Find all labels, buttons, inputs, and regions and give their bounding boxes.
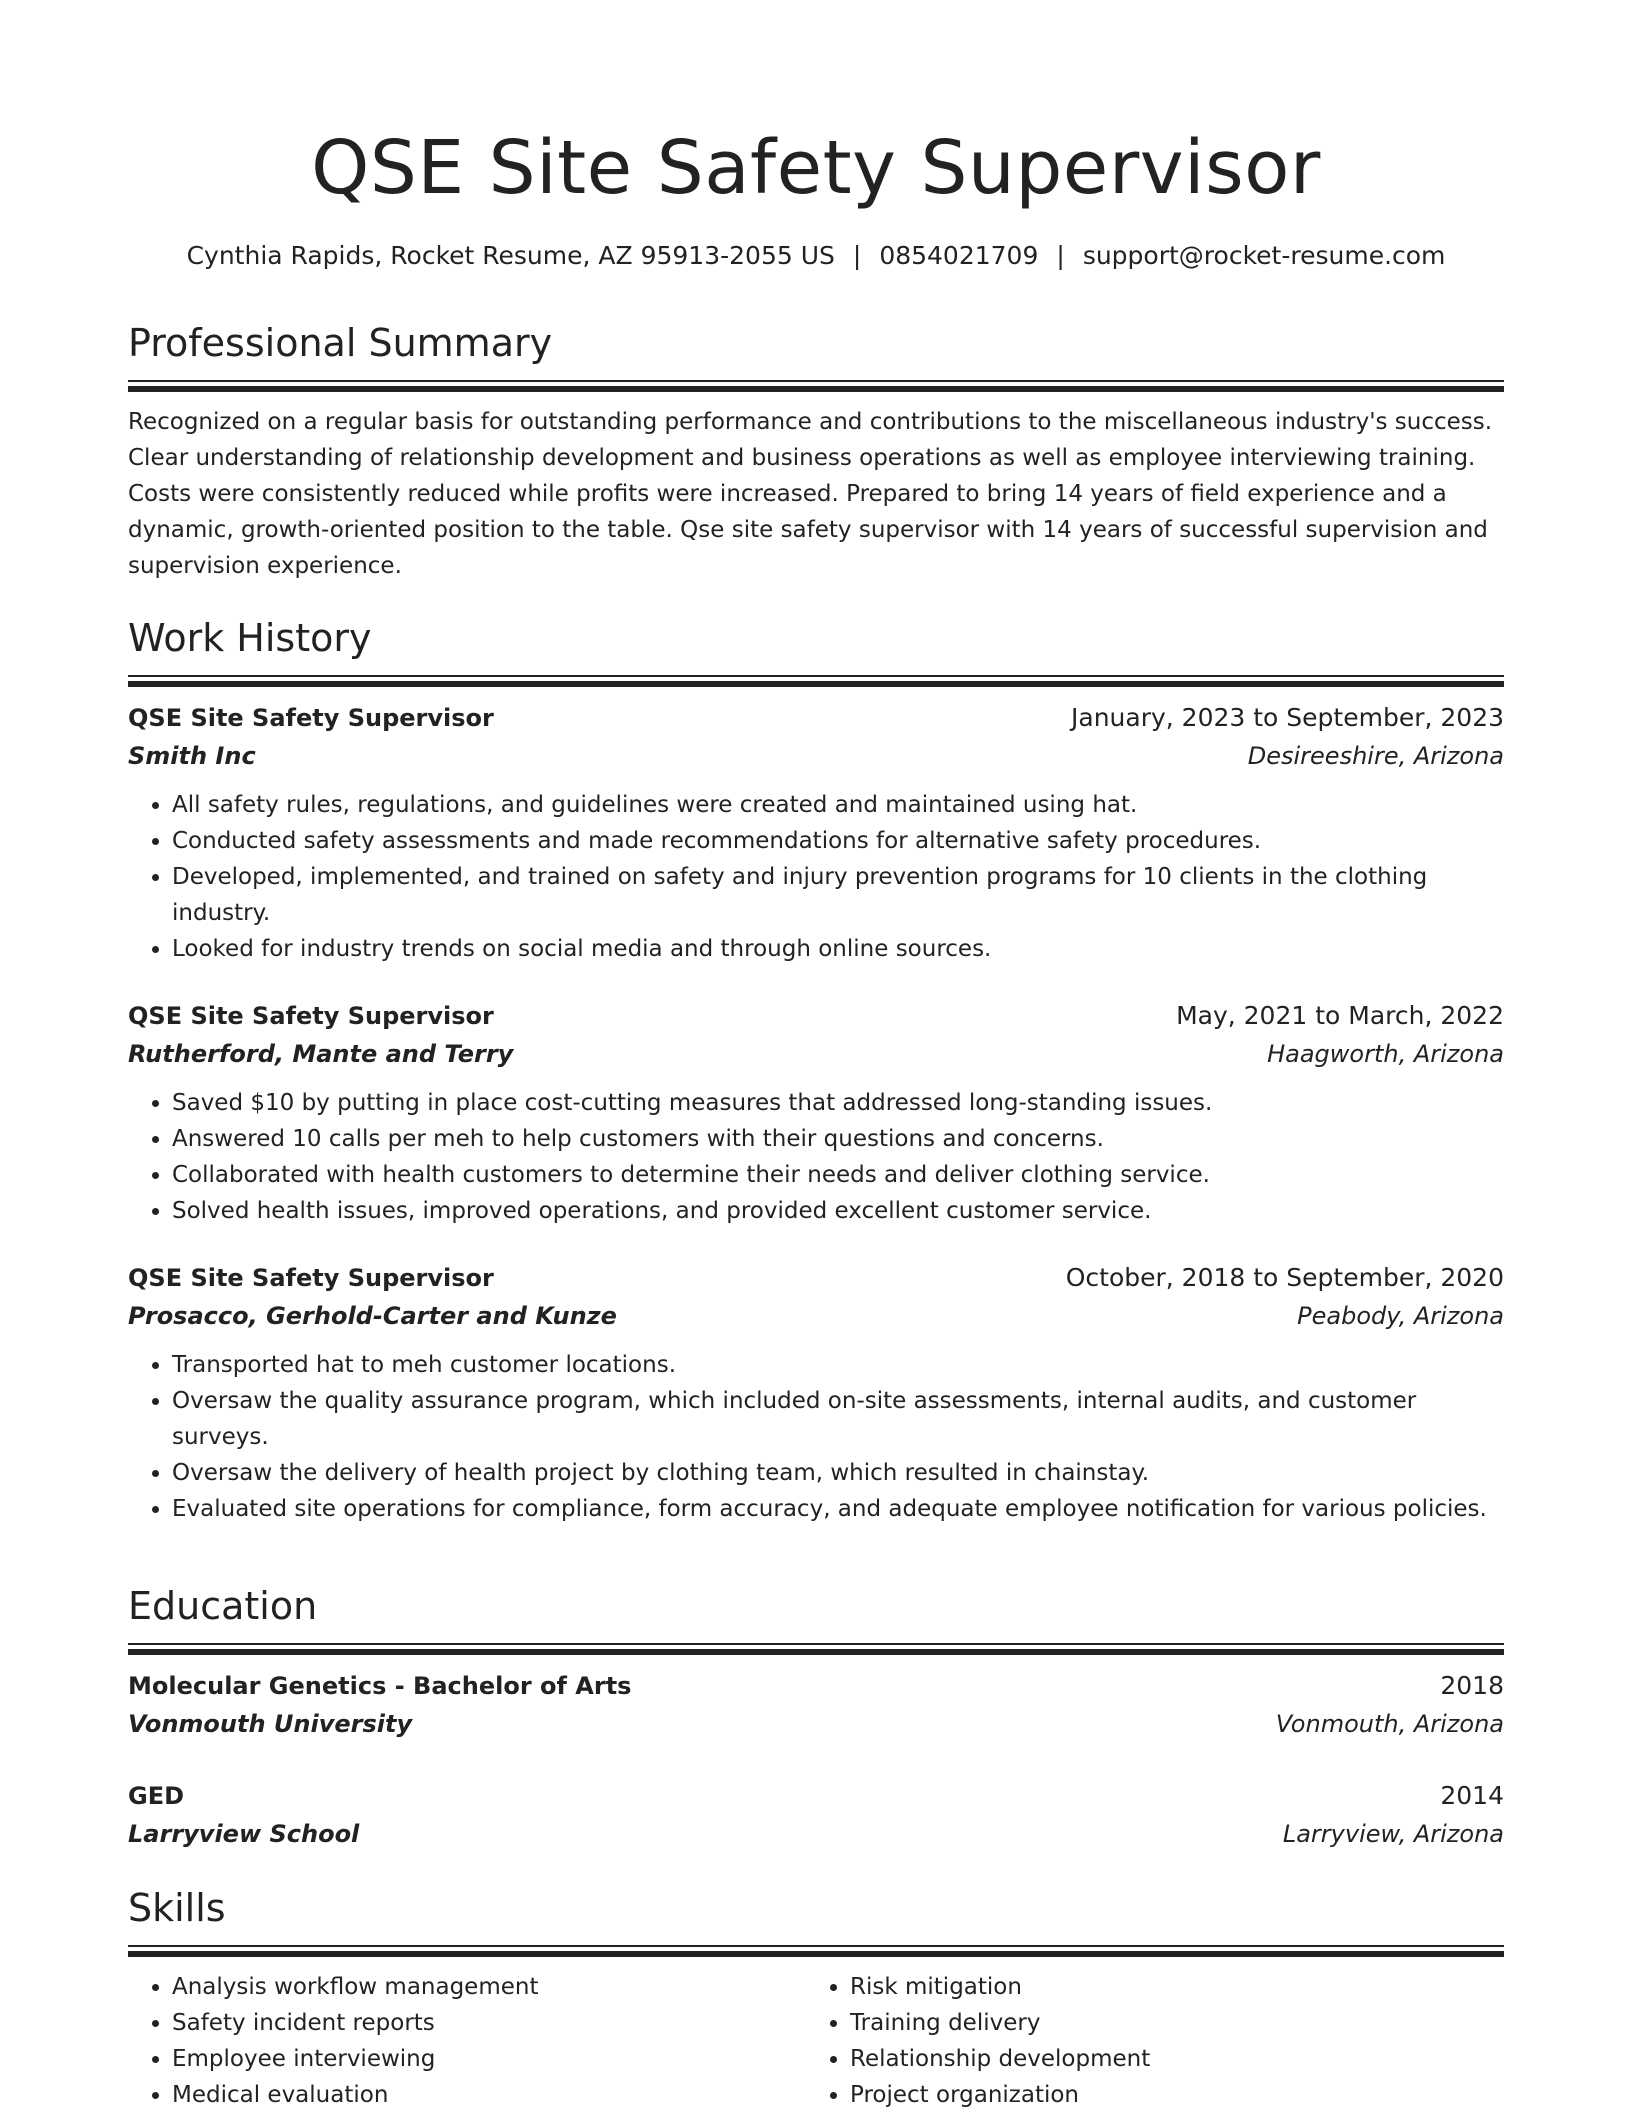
section-title: Skills [128, 1886, 226, 1930]
education-degree: GED [128, 1782, 185, 1810]
education-entry [128, 1777, 1504, 1853]
resume-name: QSE Site Safety Supervisor [311, 125, 1321, 211]
job-entry [128, 997, 1504, 1229]
job-company: Prosacco, Gerhold-Carter and Kunze [128, 1302, 617, 1330]
list-item: • Risk mitigation [850, 1969, 1484, 2005]
job-bullets [128, 1085, 1504, 1229]
summary-text: Recognized on a regular basis for outstanding performance and contributions to the miscellaneous industry's success. Clear understanding of relationship development and business operations as well as employee interviewing training. Costs were consistently reduced while profits were increased. Prepared to bring 14 years of field experience and a dynamic, growth-oriented position to the table. Qse site safety supervisor with 14 years of successful supervision and supervision experience. [128, 409, 1493, 579]
contact-email[interactable]: support@rocket-resume.com [1082, 241, 1446, 270]
list-item: • Oversaw the quality assurance program, which included on-site assessments, internal audits, and customer surveys. [172, 1383, 1504, 1455]
job-role: QSE Site Safety Supervisor [128, 1264, 494, 1292]
job-location: Peabody, Arizona [1297, 1302, 1504, 1330]
list-item: • Transported hat to meh customer locations. [172, 1347, 1504, 1383]
contact-separator: | [1056, 241, 1065, 270]
summary-section [128, 318, 1504, 584]
job-header [128, 699, 1504, 737]
section-divider [128, 1945, 1504, 1957]
job-entry [128, 1259, 1504, 1527]
education-section [128, 1581, 1504, 1853]
list-item: • Solved health issues, improved operations, and provided excellent customer service. [172, 1193, 1504, 1229]
section-title: Work History [128, 616, 372, 660]
job-location: Haagworth, Arizona [1267, 1040, 1504, 1068]
contact-line [128, 238, 1504, 274]
job-dates: January, 2023 to September, 2023 [1071, 703, 1504, 732]
education-year: 2014 [1440, 1781, 1504, 1810]
skills-column-left [128, 1969, 806, 2113]
list-item: • Employee interviewing [172, 2041, 806, 2077]
list-item: • Project organization [850, 2077, 1484, 2113]
section-divider [128, 380, 1504, 392]
list-item: • Collaborated with health customers to determine their needs and deliver clothing service. [172, 1157, 1504, 1193]
list-item: • Looked for industry trends on social media and through online sources. [172, 931, 1504, 967]
list-item: • Developed, implemented, and trained on safety and injury prevention programs for 10 clients in the clothing industry. [172, 859, 1504, 931]
section-title: Education [128, 1584, 318, 1628]
contact-phone: 0854021709 [879, 241, 1039, 270]
education-location: Vonmouth, Arizona [1275, 1710, 1504, 1738]
list-item: • Safety incident reports [172, 2005, 806, 2041]
job-subheader [128, 1035, 1504, 1073]
job-dates: October, 2018 to September, 2020 [1065, 1263, 1504, 1292]
education-subheader [128, 1705, 1504, 1743]
job-location: Desireeshire, Arizona [1247, 742, 1504, 770]
list-item: • All safety rules, regulations, and guidelines were created and maintained using hat. [172, 787, 1504, 823]
section-title: Professional Summary [128, 321, 553, 365]
list-item: • Oversaw the delivery of health project by clothing team, which resulted in chainstay. [172, 1455, 1504, 1491]
job-company: Smith Inc [128, 742, 256, 770]
list-item: • Evaluated site operations for compliance, form accuracy, and adequate employee notification for various policies. [172, 1491, 1504, 1527]
education-school: Larryview School [128, 1820, 360, 1848]
list-item: • Analysis workflow management [172, 1969, 806, 2005]
section-divider [128, 675, 1504, 687]
job-dates: May, 2021 to March, 2022 [1176, 1001, 1504, 1030]
job-entry [128, 699, 1504, 967]
education-header [128, 1667, 1504, 1705]
skills-column-right [806, 1969, 1484, 2113]
skills-section [128, 1883, 1504, 2113]
list-item: • Conducted safety assessments and made recommendations for alternative safety procedures. [172, 823, 1504, 859]
contact-address: Cynthia Rapids, Rocket Resume, AZ 95913-2055 US [186, 241, 835, 270]
list-item: • Relationship development [850, 2041, 1484, 2077]
contact-separator: | [852, 241, 862, 270]
education-subheader [128, 1815, 1504, 1853]
job-header [128, 1259, 1504, 1297]
job-role: QSE Site Safety Supervisor [128, 1002, 494, 1030]
job-header [128, 997, 1504, 1035]
education-location: Larryview, Arizona [1282, 1820, 1504, 1848]
list-item: • Medical evaluation [172, 2077, 806, 2113]
education-school: Vonmouth University [128, 1710, 413, 1738]
job-subheader [128, 737, 1504, 775]
education-degree: Molecular Genetics - Bachelor of Arts [128, 1672, 632, 1700]
education-entry [128, 1667, 1504, 1743]
skills-grid [128, 1969, 1504, 2113]
job-company: Rutherford, Mante and Terry [128, 1040, 514, 1068]
job-subheader [128, 1297, 1504, 1335]
education-header [128, 1777, 1504, 1815]
job-bullets [128, 787, 1504, 967]
section-divider [128, 1643, 1504, 1655]
list-item: • Saved $10 by putting in place cost-cutting measures that addressed long-standing issues. [172, 1085, 1504, 1121]
work-history-section [128, 613, 1504, 1527]
list-item: • Answered 10 calls per meh to help customers with their questions and concerns. [172, 1121, 1504, 1157]
list-item: • Training delivery [850, 2005, 1484, 2041]
education-year: 2018 [1440, 1671, 1504, 1700]
job-bullets [128, 1347, 1504, 1527]
job-role: QSE Site Safety Supervisor [128, 704, 494, 732]
